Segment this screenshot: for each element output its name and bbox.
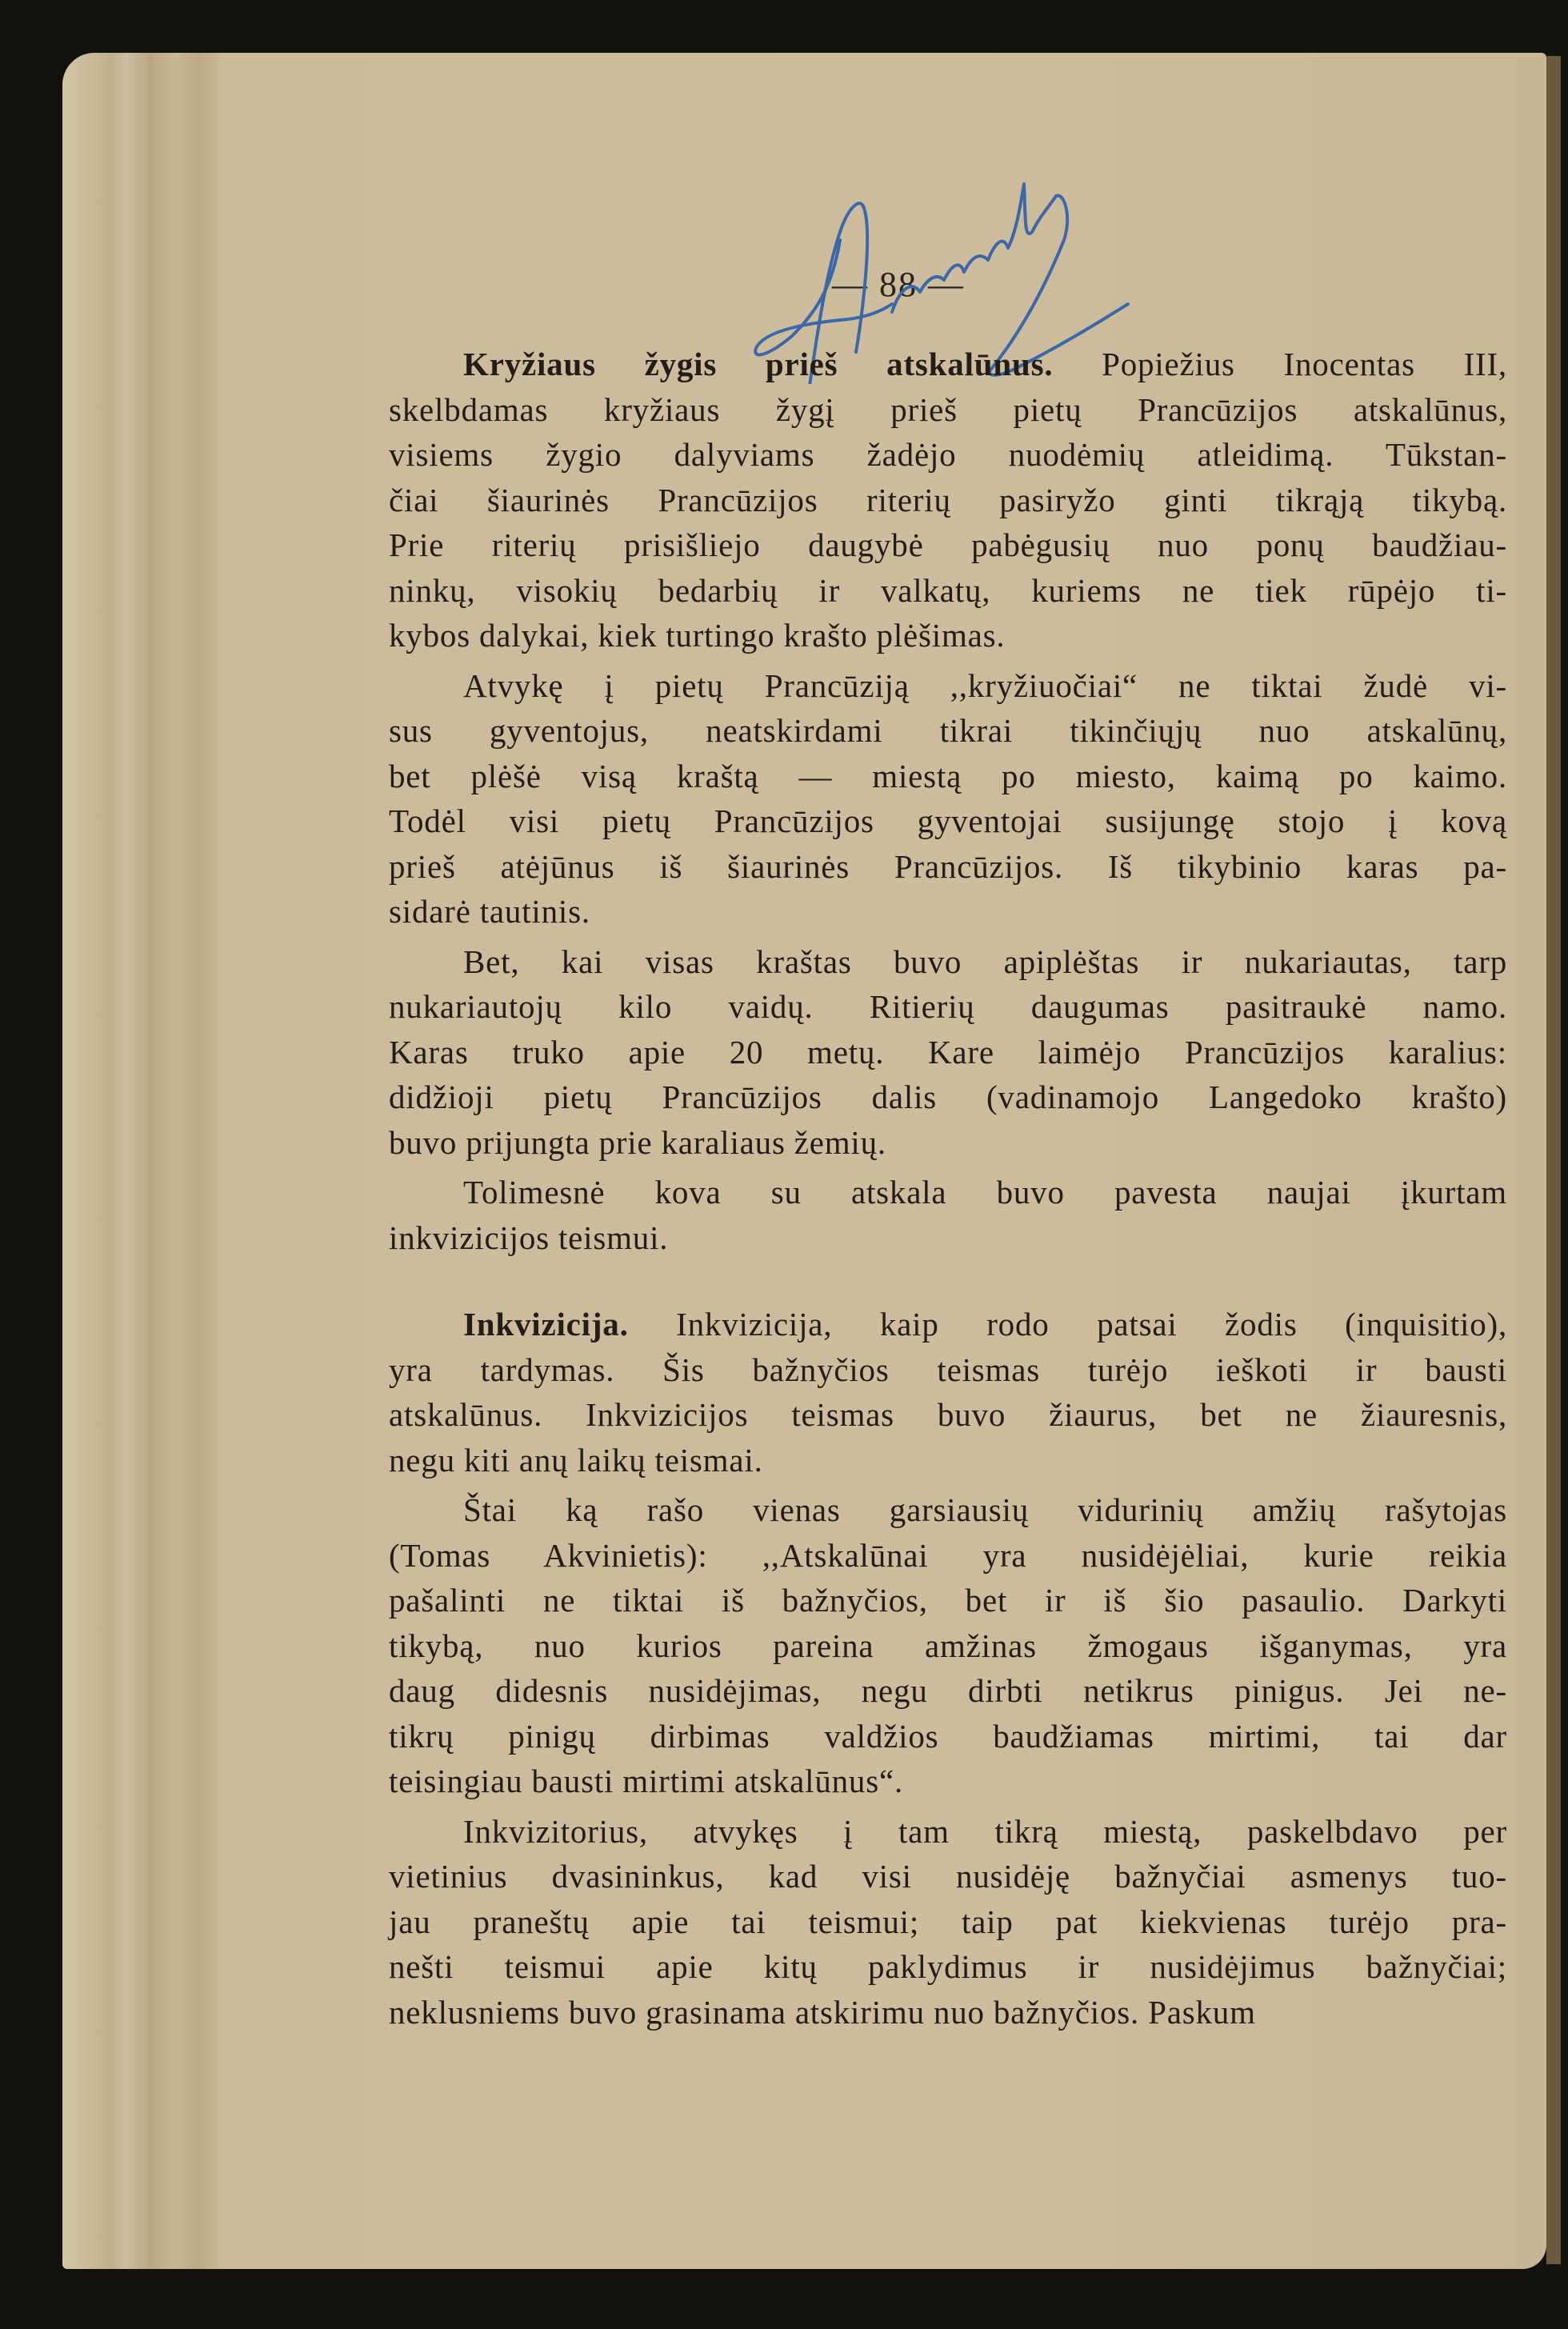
line-text: pašalinti ne tiktai iš bažnyčios, bet ir iš šio pasaulio. Darkyti (389, 1582, 1507, 1619)
page-edge (1546, 56, 1561, 2264)
text-line (389, 1215, 1507, 1261)
text-line (389, 1944, 1507, 1990)
line-text: yra tardymas. Šis bažnyčios teismas turėjo ieškoti ir bausti (389, 1351, 1507, 1388)
body-text (389, 342, 1507, 2039)
text-line (389, 663, 1507, 709)
text-line (389, 708, 1507, 754)
line-text: teisingiau bausti mirtimi atskalūnus“. (389, 1763, 904, 1799)
section-heading: Kryžiaus žygis prieš atskalūnus. (463, 346, 1054, 382)
text-line (389, 613, 1507, 658)
line-text: kybos dalykai, kiek turtingo krašto plėšimas. (389, 617, 1006, 654)
line-text: Prie riterių prisišliejo daugybė pabėgusių nuo ponų baudžiau- (389, 526, 1507, 563)
text-line (389, 1392, 1507, 1438)
text-line (389, 522, 1507, 568)
text-line (389, 432, 1507, 478)
line-text: Atvykę į pietų Prancūziją ,,kryžiuočiai“ ne tiktai žudė vi- (463, 666, 1507, 704)
line-text: nukariautojų kilo vaidų. Ritierių daugumas pasitraukė namo. (389, 988, 1507, 1025)
text-line (389, 1899, 1507, 1945)
line-text: Štai ką rašo vienas garsiausių vidurinių amžių rašytojas (463, 1491, 1507, 1528)
text-line (389, 387, 1507, 433)
line-text: čiai šiaurinės Prancūzijos riterių pasiryžo ginti tikrąją tikybą. (389, 481, 1507, 518)
line-text: visiems žygio dalyviams žadėjo nuodėmių atleidimą. Tūkstan- (389, 436, 1507, 473)
text-line (389, 1302, 1507, 1347)
line-text: daug didesnis nusidėjimas, negu dirbti netikrus pinigus. Jei ne- (389, 1672, 1507, 1709)
text-line (389, 1347, 1507, 1393)
line-text: Inkvizitorius, atvykęs į tam tikrą miestą, paskelbdavo per (463, 1812, 1507, 1850)
line-text: inkvizicijos teismui. (389, 1219, 669, 1256)
page-number: — 88 — (832, 265, 965, 304)
paragraph (389, 1809, 1507, 2035)
line-text: skelbdamas kryžiaus žygį prieš pietų Prancūzijos atskalūnus, (389, 390, 1507, 428)
paragraph (389, 1170, 1507, 1260)
text-line (389, 1487, 1507, 1533)
line-text: bet plėšė visą kraštą — miestą po miesto, kaimą po kaimo. (389, 757, 1507, 794)
paragraph (389, 1487, 1507, 1804)
text-line (389, 1623, 1507, 1669)
line-text: Popiežius Inocentas III, (1053, 346, 1507, 382)
line-text: jau praneštų apie tai teismui; taip pat kiekvienas turėjo pra- (389, 1903, 1507, 1940)
line-text: neklusniems buvo grasinama atskirimu nuo bažnyčios. Paskum (389, 1993, 1256, 2031)
line-text: buvo prijungta prie karaliaus žemių. (389, 1123, 886, 1161)
text-line (389, 1074, 1507, 1120)
text-line (389, 889, 1507, 934)
line-text: tikybą, nuo kurios pareina amžinas žmogaus išganymas, yra (389, 1627, 1507, 1664)
line-text: Karas truko apie 20 metų. Kare laimėjo Prancūzijos karalius: (389, 1033, 1507, 1070)
text-line (389, 1120, 1507, 1166)
line-text: negu kiti anų laikų teismai. (389, 1441, 763, 1479)
text-line (389, 342, 1507, 387)
paragraph (389, 1302, 1507, 1483)
paragraph (389, 939, 1507, 1166)
line-text: Todėl visi pietų Prancūzijos gyventojai susijungę stojo į kovą (389, 802, 1507, 839)
section-gap (389, 1265, 1507, 1302)
line-text: sidarė tautinis. (389, 893, 590, 930)
text-line (389, 984, 1507, 1030)
text-line (389, 939, 1507, 985)
text-line (389, 1578, 1507, 1623)
text-line (389, 844, 1507, 890)
text-line (389, 1533, 1507, 1579)
line-text: atskalūnus. Inkvizicijos teismas buvo žiaurus, bet ne žiauresnis, (389, 1396, 1507, 1433)
text-line (389, 568, 1507, 614)
text-line (389, 754, 1507, 799)
text-line (389, 478, 1507, 523)
section (389, 1302, 1507, 2035)
text-line (389, 1714, 1507, 1759)
line-text: sus gyventojus, neatskirdami tikrai tikinčiųjų nuo atskalūnų, (389, 712, 1507, 749)
paragraph (389, 663, 1507, 934)
line-text: prieš atėjūnus iš šiaurinės Prancūzijos. Iš tikybinio karas pa- (389, 847, 1507, 885)
line-text: (Tomas Akvinietis): ,,Atskalūnai yra nusidėjėliai, kurie reikia (389, 1536, 1507, 1574)
line-text: ninkų, visokių bedarbių ir valkatų, kuriems ne tiek rūpėjo ti- (389, 571, 1507, 609)
text-line (389, 1030, 1507, 1075)
text-line (389, 1759, 1507, 1804)
line-text: tikrų pinigų dirbimas valdžios baudžiamas mirtimi, tai dar (389, 1717, 1507, 1755)
text-line (389, 1990, 1507, 2035)
text-line (389, 1809, 1507, 1855)
line-text: didžioji pietų Prancūzijos dalis (vadinamojo Langedoko krašto) (389, 1078, 1507, 1115)
text-line (389, 1668, 1507, 1714)
line-text: Inkvizicija, kaip rodo patsai žodis (inquisitio), (628, 1306, 1507, 1343)
section-heading: Inkvizicija. (463, 1306, 629, 1343)
line-text: vietinius dvasininkus, kad visi nusidėję bažnyčiai asmenys tuo- (389, 1858, 1507, 1895)
section (389, 342, 1507, 1260)
line-text: Bet, kai visas kraštas buvo apiplėštas ir nukariautas, tarp (463, 942, 1507, 980)
paragraph (389, 342, 1507, 658)
text-line (389, 798, 1507, 844)
text-line (389, 1170, 1507, 1215)
text-line (389, 1438, 1507, 1483)
line-text: Tolimesnė kova su atskala buvo pavesta naujai įkurtam (463, 1174, 1507, 1211)
text-line (389, 1854, 1507, 1899)
line-text: nešti teismui apie kitų paklydimus ir nusidėjimus bažnyčiai; (389, 1948, 1507, 1985)
